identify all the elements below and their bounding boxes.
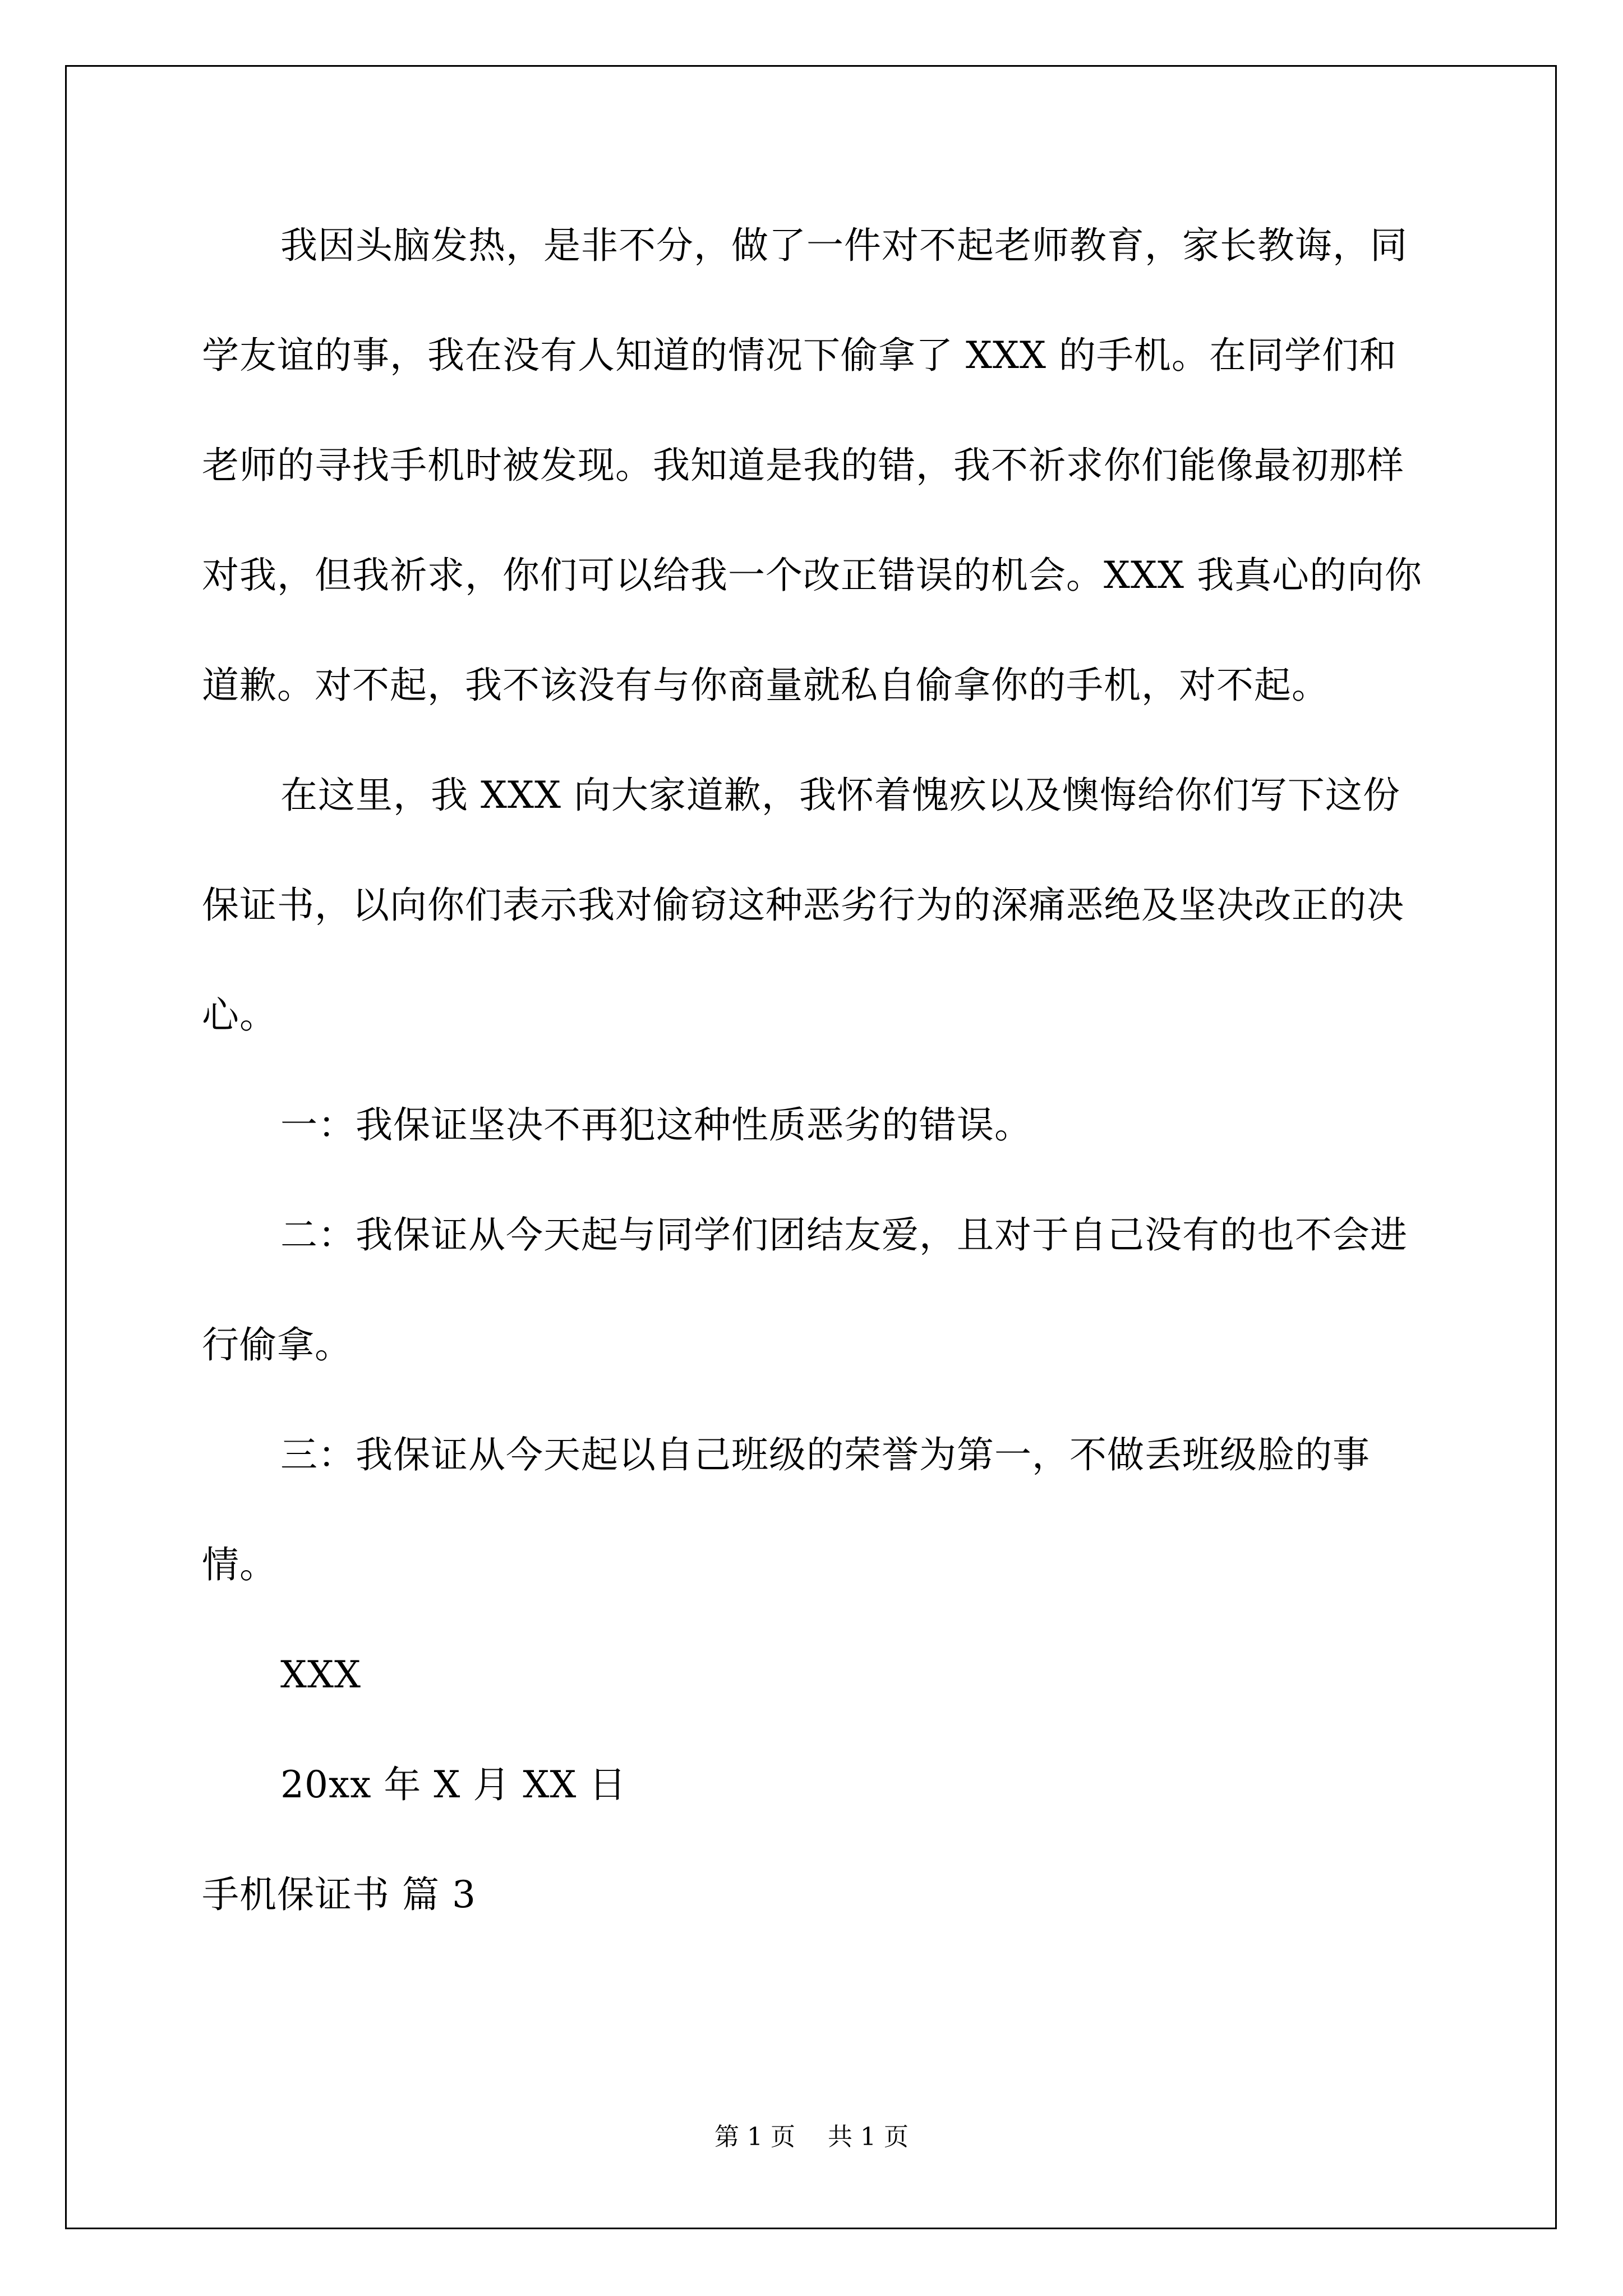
date: 20xx 年 X 月 XX 日 — [280, 1763, 627, 1806]
signature: XXX — [280, 1653, 361, 1696]
pledge-item-1: 一：我保证坚决不再犯这种性质恶劣的错误。 — [280, 1103, 1032, 1147]
page-total: 共 1 页 — [828, 2123, 909, 2151]
page-number: 第 1 页 — [714, 2123, 795, 2151]
pledge-item-2: 二：我保证从今天起与同学们团结友爱，且对于自己没有的也不会进行偷拿。 — [202, 1213, 1408, 1366]
pledge-item-3: 三：我保证从今天起以自己班级的荣誉为第一，不做丢班级脸的事情。 — [202, 1433, 1370, 1586]
paragraph-apology: 我因头脑发热，是非不分，做了一件对不起老师教育，家长教诲，同学友谊的事，我在没有人知道的情况下偷拿了 XXX 的手机。在同学们和老师的寻找手机时被发现。我知道是我的错，我不祈求你们能像最初那样对我，但我祈求，你们可以给我一个改正错误的机会。XXX 我真心的向你道歉。对不起，我不该没有与你商量就私自偷拿你的手机，对不起。 — [202, 224, 1422, 707]
section-title: 手机保证书 篇 3 — [202, 1873, 476, 1916]
document-body — [202, 191, 1430, 1950]
page-footer — [0, 2120, 1623, 2154]
paragraph-statement: 在这里，我 XXX 向大家道歉，我怀着愧疚以及懊悔给你们写下这份保证书，以向你们表示我对偷窃这种恶劣行为的深痛恶绝及坚决改正的决心。 — [202, 774, 1404, 1037]
